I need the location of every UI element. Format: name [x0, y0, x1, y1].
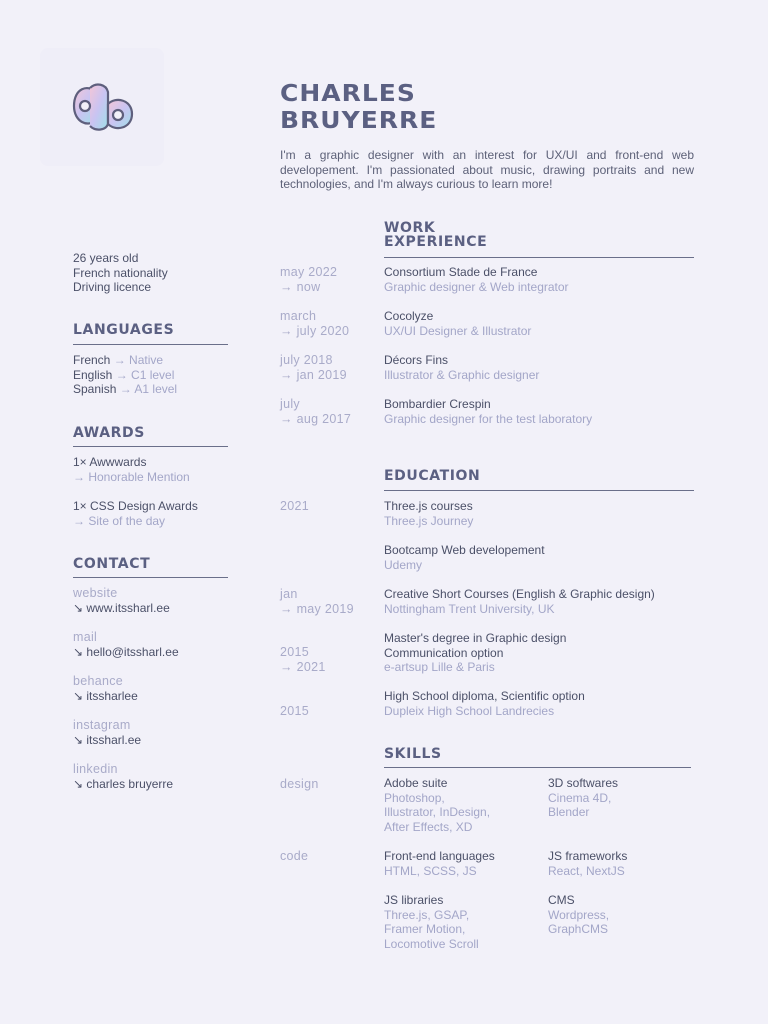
- skills-design-label: design: [280, 777, 319, 791]
- languages-divider: [73, 344, 228, 345]
- award-detail: → Site of the day: [73, 513, 166, 528]
- education-date: jan → may 2019: [280, 587, 354, 616]
- language-item: French → Native: [73, 353, 164, 367]
- education-title: EDUCATION: [384, 468, 481, 484]
- contact-mail: mail ↘ hello@itssharl.ee: [73, 630, 179, 659]
- skill-group: 3D softwares Cinema 4D, Blender: [548, 776, 619, 820]
- languages-title: LANGUAGES: [73, 322, 175, 338]
- contact-linkedin: linkedin ↘ charles bruyerre: [73, 762, 174, 791]
- skill-group: JS libraries Three.js, GSAP, Framer Motion, Locomotive Scroll: [384, 893, 479, 951]
- personal-info: [73, 251, 168, 295]
- contact-website: website ↘ www.itssharl.ee: [73, 586, 170, 615]
- work-entry: Cocolyze UX/UI Designer & Illustrator: [384, 309, 532, 338]
- mail-link[interactable]: ↘ hello@itssharl.ee: [73, 644, 179, 659]
- cb-monogram-logo-icon: [66, 78, 138, 145]
- work-title: WORK EXPERIENCE: [384, 220, 488, 250]
- award-name: 1× Awwwards: [73, 455, 147, 469]
- work-date: may 2022 → now: [280, 265, 338, 294]
- education-divider: [384, 490, 694, 491]
- awards-divider: [73, 446, 228, 447]
- website-link[interactable]: ↘ www.itssharl.ee: [73, 600, 170, 615]
- languages-list: [73, 353, 177, 397]
- education-date: 2015: [280, 704, 310, 718]
- award-name: 1× CSS Design Awards: [73, 499, 198, 513]
- education-entry: Creative Short Courses (English & Graphic design) Nottingham Trent University, UK: [384, 587, 655, 616]
- skill-group: Front-end languages HTML, SCSS, JS: [384, 849, 495, 878]
- skills-title: SKILLS: [384, 746, 442, 762]
- behance-link[interactable]: ↘ itssharlee: [73, 688, 138, 703]
- personal-age: 26 years old: [73, 251, 139, 265]
- language-item: English → C1 level: [73, 367, 175, 382]
- work-date: march → july 2020: [280, 309, 350, 338]
- skill-group: Adobe suite Photoshop, Illustrator, InDesign, After Effects, XD: [384, 776, 491, 834]
- last-name: BRUYERRE: [280, 106, 438, 134]
- work-entry: Décors Fins Illustrator & Graphic designer: [384, 353, 540, 382]
- instagram-link[interactable]: ↘ itssharl.ee: [73, 732, 142, 747]
- education-date: 2015 → 2021: [280, 645, 326, 674]
- contact-instagram: instagram ↘ itssharl.ee: [73, 718, 142, 747]
- skill-group: CMS Wordpress, GraphCMS: [548, 893, 610, 937]
- skill-group: JS frameworks React, NextJS: [548, 849, 628, 878]
- personal-licence: Driving licence: [73, 280, 152, 295]
- work-divider: [384, 257, 694, 258]
- education-entry: Master's degree in Graphic design Communication option e-artsup Lille & Paris: [384, 631, 567, 675]
- bio-paragraph: I'm a graphic designer with an interest for UX/UI and front-end web developement. I'm passionated about music, drawing portraits and new technologies, and I'm always curious to learn more!: [280, 148, 694, 192]
- linkedin-link[interactable]: ↘ charles bruyerre: [73, 776, 174, 791]
- first-name: CHARLES: [280, 80, 416, 107]
- contact-behance: behance ↘ itssharlee: [73, 674, 138, 703]
- award-item: [73, 499, 198, 528]
- work-date: july 2018 → jan 2019: [280, 353, 347, 382]
- work-entry: Consortium Stade de France Graphic designer & Web integrator: [384, 265, 569, 294]
- education-entry: Three.js courses Three.js Journey: [384, 499, 474, 528]
- contact-title: CONTACT: [73, 556, 151, 572]
- work-date: july → aug 2017: [280, 397, 352, 426]
- awards-title: AWARDS: [73, 425, 145, 441]
- skills-divider: [384, 767, 691, 768]
- education-entry: High School diploma, Scientific option Dupleix High School Landrecies: [384, 689, 585, 718]
- skills-code-label: code: [280, 849, 309, 863]
- award-item: [73, 455, 190, 484]
- work-entry: Bombardier Crespin Graphic designer for the test laboratory: [384, 397, 593, 426]
- award-detail: → Honorable Mention: [73, 469, 190, 484]
- language-item: Spanish → A1 level: [73, 382, 178, 397]
- education-entry: Bootcamp Web developement Udemy: [384, 543, 545, 572]
- name-heading: [280, 80, 437, 133]
- contact-divider: [73, 577, 228, 578]
- education-date: 2021: [280, 499, 310, 513]
- personal-nationality: French nationality: [73, 265, 168, 280]
